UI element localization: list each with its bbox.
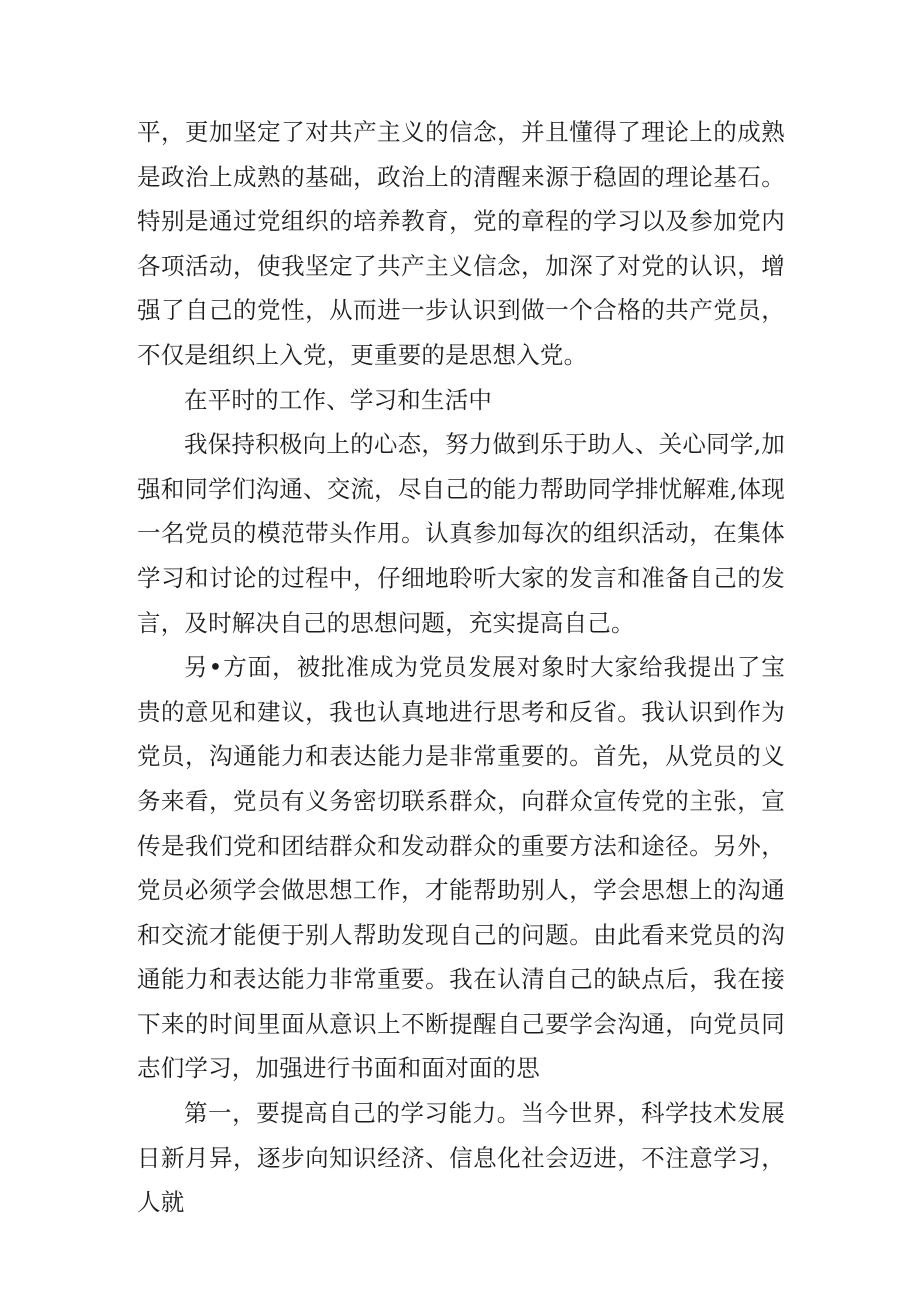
paragraph-4: 另•方面，被批准成为党员发展对象时大家给我提出了宝贵的意见和建议，我也认真地进行思考和反省。我认识到作为党员，沟通能力和表达能力是非常重要的。首先，从党员的义务来看，党员有义务密切联系群众，向群众宣传党的主张，宣传是我们党和团结群众和发动群众的重要方法和途径。另外，党员必须学会做思想工作，才能帮助别人，学会思想上的沟通和交流才能便于别人帮助发现自己的问题。由此看来党员的沟通能力和表达能力非常重要。我在认清自己的缺点后，我在接下来的时间里面从意识上不断提醒自己要学会沟通，向党员同志们学习，加强进行书面和面对面的思 — [137, 653, 785, 1083]
paragraph-2: 在平时的工作、学习和生活中 — [184, 385, 493, 414]
paragraph-5: 第一，要提高自己的学习能力。当今世界，科学技术发展日新月异，逐步向知识经济、信息化社会迈进，不注意学习，人就 — [137, 1099, 785, 1217]
paragraph-3: 我保持积极向上的心态，努力做到乐于助人、关心同学,加强和同学们沟通、交流，尽自己的能力帮助同学排忧解难,体现一名党员的模范带头作用。认真参加每次的组织活动，在集体学习和讨论的过程中，仔细地聆听大家的发言和准备自己的发言，及时解决自己的思想问题，充实提高自己。 — [137, 430, 785, 637]
document-body — [137, 110, 785, 1225]
paragraph-1: 平，更加坚定了对共产主义的信念，并且懂得了理论上的成熟是政治上成熟的基础，政治上的清醒来源于稳固的理论基石。特别是通过党组织的培养教育，党的章程的学习以及参加党内各项活动，使我坚定了共产主义信念，加深了对党的认识，增强了自己的党性，从而进一步认识到做一个合格的共产党员，不仅是组织上入党，更重要的是思想入党。 — [137, 118, 785, 369]
